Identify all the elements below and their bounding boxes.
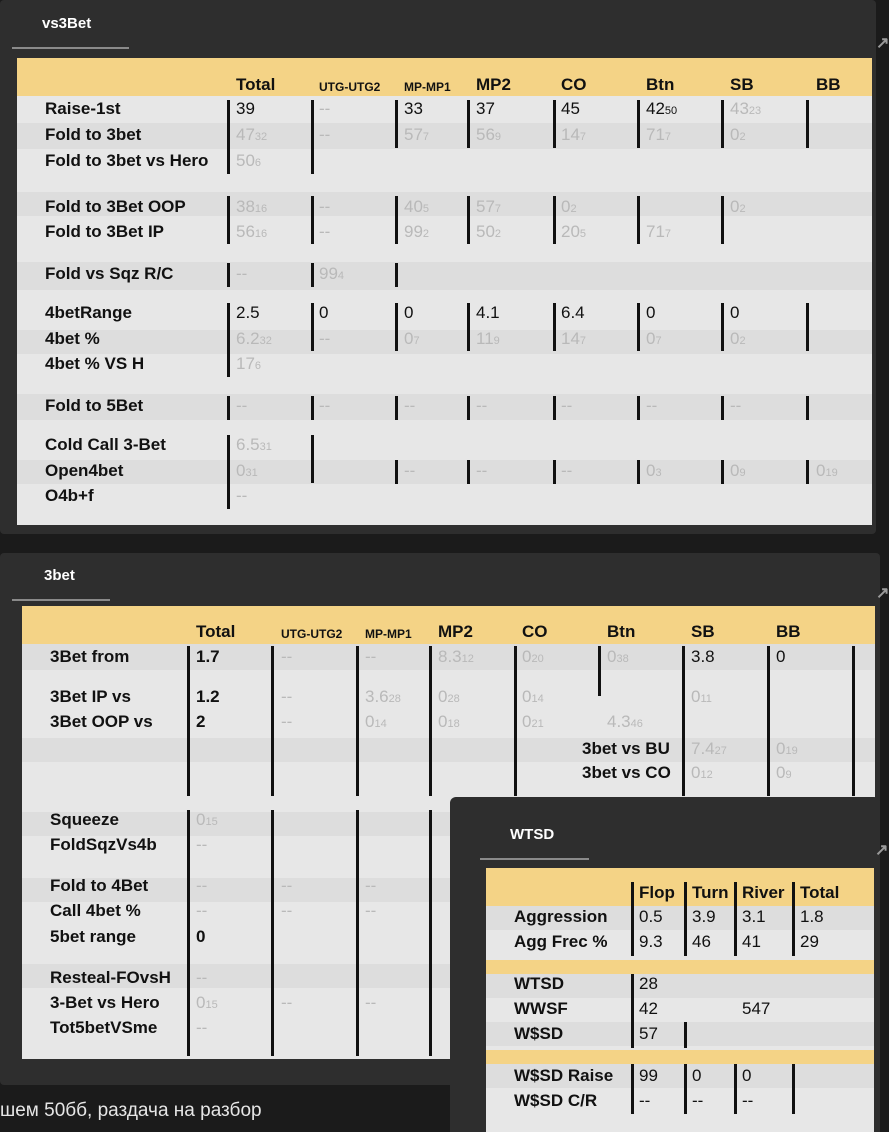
cell-value: 3.8 <box>691 647 715 666</box>
cell-value: 42 <box>639 999 658 1018</box>
col-divider <box>792 1064 795 1114</box>
cell-value: 4.1 <box>476 303 500 322</box>
panel-title: 3bet <box>44 567 75 584</box>
cell-value: 011 <box>691 687 712 706</box>
row-label: Aggression <box>514 907 608 926</box>
cell-value: -- <box>319 99 331 118</box>
row-label: 3Bet IP vs <box>50 687 131 706</box>
col-divider <box>395 396 398 420</box>
cell-value: 577 <box>476 197 502 216</box>
row-label: W$SD <box>514 1024 564 1043</box>
cell-value: 021 <box>522 712 544 731</box>
cell-value: 717 <box>646 125 672 144</box>
col-mp: MP-MP1 <box>404 80 451 94</box>
cell-value: 502 <box>476 222 502 241</box>
cell-value: 28 <box>639 974 658 993</box>
cell-value: 031 <box>236 461 258 480</box>
cell-value: 7.427 <box>691 739 727 758</box>
col-divider <box>721 100 724 148</box>
col-divider <box>806 460 809 484</box>
cell-value: -- <box>646 396 658 415</box>
wtsd-panel <box>450 797 880 1132</box>
cell-value: 994 <box>319 264 345 283</box>
cell-value: -- <box>196 968 208 987</box>
col-divider <box>806 100 809 148</box>
cell-value: -- <box>742 1091 754 1110</box>
row-label: 5bet range <box>50 927 136 946</box>
col-divider <box>684 1022 687 1048</box>
cell-value: 07 <box>404 329 420 348</box>
col-divider <box>792 882 795 956</box>
col-divider <box>684 1064 687 1114</box>
cell-value: 038 <box>607 647 629 666</box>
cell-value: -- <box>281 712 293 731</box>
col-divider <box>631 974 634 1048</box>
cell-value: -- <box>236 396 248 415</box>
cell-value: 717 <box>646 222 672 241</box>
cell-value: -- <box>236 264 248 283</box>
cell-value: 0 <box>196 927 206 946</box>
cell-value: 0 <box>776 647 786 666</box>
cell-value: 015 <box>196 993 218 1012</box>
col-utg: UTG-UTG2 <box>319 80 381 94</box>
row-label: Squeeze <box>50 810 119 829</box>
col-divider <box>637 196 640 244</box>
cell-value: 2 <box>196 712 206 731</box>
col-divider <box>227 396 230 420</box>
col-mp2: MP2 <box>438 622 473 641</box>
col-divider <box>806 396 809 420</box>
col-divider <box>734 1064 737 1114</box>
col-divider <box>467 396 470 420</box>
cell-value: 014 <box>522 687 544 706</box>
col-turn: Turn <box>692 883 729 902</box>
row-label: 3bet vs CO <box>582 763 671 782</box>
col-divider <box>227 435 230 509</box>
cell-value: 09 <box>776 763 792 782</box>
section-band <box>486 1050 874 1064</box>
cell-value: 569 <box>476 125 502 144</box>
cell-value: 176 <box>236 354 262 373</box>
col-divider <box>631 1064 634 1114</box>
cell-value: 0 <box>404 303 414 322</box>
col-divider <box>227 263 230 287</box>
col-bb: BB <box>776 622 801 641</box>
cell-value: 4.346 <box>607 712 643 731</box>
pin-icon[interactable]: ↗ <box>876 585 889 602</box>
col-sb: SB <box>691 622 715 641</box>
col-mp2: MP2 <box>476 75 511 94</box>
col-divider <box>721 460 724 484</box>
cell-value: 02 <box>730 197 746 216</box>
col-divider <box>637 396 640 420</box>
row-label: Fold to 4Bet <box>50 876 149 895</box>
cell-value: 028 <box>438 687 460 706</box>
cell-value: 9.3 <box>639 932 663 951</box>
col-divider <box>806 303 809 351</box>
col-divider <box>553 460 556 484</box>
title-underline <box>12 599 110 601</box>
row-label: 3Bet from <box>50 647 130 666</box>
row-label: Cold Call 3-Bet <box>45 435 166 454</box>
cell-value: 4732 <box>236 125 268 144</box>
cell-value: 147 <box>561 125 587 144</box>
col-total: Total <box>236 75 276 94</box>
cell-value: 6.232 <box>236 329 272 348</box>
cell-value: 205 <box>561 222 587 241</box>
cell-value: -- <box>319 125 331 144</box>
col-divider <box>311 196 314 244</box>
cell-value: 1.7 <box>196 647 220 666</box>
cell-value: 5616 <box>236 222 268 241</box>
col-divider <box>429 810 432 1056</box>
cell-value: 0 <box>730 303 740 322</box>
col-btn: Btn <box>646 75 675 94</box>
cell-value: -- <box>196 901 208 920</box>
col-divider <box>598 646 601 696</box>
col-divider <box>311 263 314 287</box>
wtsd-table <box>486 868 874 1132</box>
cell-value: 0 <box>692 1066 702 1085</box>
cell-value: -- <box>365 876 377 895</box>
pin-icon[interactable]: ↗ <box>875 842 889 859</box>
col-bb: BB <box>816 75 841 94</box>
col-divider <box>467 196 470 244</box>
panel-title: WTSD <box>510 826 555 843</box>
cell-value: -- <box>365 901 377 920</box>
cell-value: 3816 <box>236 197 268 216</box>
cell-value: 019 <box>776 739 798 758</box>
cell-value: 07 <box>646 329 662 348</box>
row-label: O4b+f <box>45 486 94 505</box>
row-label: Resteal-FOvsH <box>50 968 171 987</box>
cell-value: -- <box>281 901 293 920</box>
col-divider <box>395 303 398 351</box>
cell-value: 1.8 <box>800 907 824 926</box>
col-divider <box>852 646 855 796</box>
col-co: CO <box>561 75 587 94</box>
col-divider <box>187 810 190 1056</box>
col-divider <box>227 196 230 244</box>
row-label: WWSF <box>514 999 568 1018</box>
cell-value: 0 <box>646 303 656 322</box>
cell-value: 577 <box>404 125 430 144</box>
cell-value: 2.5 <box>236 303 260 322</box>
col-divider <box>227 100 230 174</box>
title-underline <box>12 47 129 49</box>
cell-value: -- <box>196 876 208 895</box>
col-mp: MP-MP1 <box>365 627 412 641</box>
row-label: 4betRange <box>45 303 132 322</box>
cell-value: 3.628 <box>365 687 401 706</box>
col-divider <box>467 460 470 484</box>
cell-value: 02 <box>730 125 746 144</box>
cell-value: 02 <box>730 329 746 348</box>
col-divider <box>311 303 314 351</box>
cell-value: 46 <box>692 932 711 951</box>
col-divider <box>271 646 274 796</box>
cell-value: -- <box>561 396 573 415</box>
row-label: Fold to 3bet vs Hero <box>45 151 209 170</box>
row-label: Raise-1st <box>45 99 121 118</box>
cell-value: 4323 <box>730 99 762 118</box>
row-label: W$SD Raise <box>514 1066 614 1085</box>
cell-value: 0.5 <box>639 907 663 926</box>
col-divider <box>684 882 687 956</box>
col-divider <box>553 196 556 244</box>
hands-count: 547 <box>742 999 771 1018</box>
row-label: WTSD <box>514 974 565 993</box>
cell-value: 3.9 <box>692 907 716 926</box>
cell-value: 012 <box>691 763 713 782</box>
title-underline <box>480 858 589 860</box>
col-divider <box>631 882 634 956</box>
cell-value: -- <box>281 687 293 706</box>
col-divider <box>734 882 737 956</box>
cell-value: 39 <box>236 99 255 118</box>
cell-value: 09 <box>730 461 746 480</box>
col-divider <box>429 646 432 796</box>
cell-value: -- <box>281 876 293 895</box>
cell-value: -- <box>639 1091 651 1110</box>
cell-value: 57 <box>639 1024 658 1043</box>
row-label: 4bet % <box>45 329 100 348</box>
col-divider <box>395 460 398 484</box>
row-label: Fold to 3Bet OOP <box>45 197 186 216</box>
col-utg: UTG-UTG2 <box>281 627 343 641</box>
col-divider <box>227 303 230 377</box>
col-divider <box>187 646 190 796</box>
col-divider <box>395 196 398 244</box>
cell-value: 014 <box>365 712 387 731</box>
cell-value: 99 <box>639 1066 658 1085</box>
cell-value: 018 <box>438 712 460 731</box>
cell-value: 506 <box>236 151 262 170</box>
col-divider <box>553 100 556 148</box>
col-divider <box>356 646 359 796</box>
row-label: Tot5betVSme <box>50 1018 158 1037</box>
cell-value: 37 <box>476 99 495 118</box>
cell-value: 03 <box>646 461 662 480</box>
row-label: Call 4bet % <box>50 901 141 920</box>
col-sb: SB <box>730 75 754 94</box>
cell-value: -- <box>561 461 573 480</box>
cell-value: 147 <box>561 329 587 348</box>
cell-value: -- <box>281 647 293 666</box>
col-divider <box>553 396 556 420</box>
panel-title: vs3Bet <box>42 15 92 32</box>
col-divider <box>514 646 517 796</box>
col-divider <box>395 263 398 287</box>
col-divider <box>271 810 274 1056</box>
row-label: FoldSqzVs4b <box>50 835 157 854</box>
cell-value: 992 <box>404 222 430 241</box>
pin-icon[interactable]: ↗ <box>876 35 889 52</box>
vs3bet-panel <box>0 0 876 534</box>
col-co: CO <box>522 622 548 641</box>
col-divider <box>767 646 770 796</box>
cell-value: 119 <box>476 329 500 348</box>
col-divider <box>682 646 685 796</box>
col-divider <box>395 100 398 148</box>
row-label: Fold vs Sqz R/C <box>45 264 174 283</box>
col-river: River <box>742 883 785 902</box>
cell-value: -- <box>365 993 377 1012</box>
section-band <box>486 960 874 974</box>
col-divider <box>467 100 470 148</box>
col-divider <box>311 100 314 174</box>
cell-value: -- <box>365 647 377 666</box>
row-label: Open4bet <box>45 461 124 480</box>
cell-value: -- <box>319 222 331 241</box>
col-divider <box>311 396 314 420</box>
col-divider <box>721 396 724 420</box>
row-label: W$SD C/R <box>514 1091 598 1110</box>
col-divider <box>553 303 556 351</box>
cell-value: 33 <box>404 99 423 118</box>
cell-value: 4250 <box>646 99 678 118</box>
cell-value: -- <box>476 396 488 415</box>
cell-value: 015 <box>196 810 218 829</box>
col-btn: Btn <box>607 622 636 641</box>
cell-value: -- <box>476 461 488 480</box>
cell-value: 8.312 <box>438 647 474 666</box>
col-divider <box>721 196 724 244</box>
row-label: 3-Bet vs Hero <box>50 993 160 1012</box>
col-total: Total <box>800 883 840 902</box>
cell-value: -- <box>319 396 331 415</box>
col-divider <box>356 810 359 1056</box>
cell-value: 019 <box>816 461 838 480</box>
cell-value: 45 <box>561 99 580 118</box>
cell-value: -- <box>196 1018 208 1037</box>
col-divider <box>721 303 724 351</box>
col-flop: Flop <box>639 883 675 902</box>
cell-value: -- <box>319 197 331 216</box>
cell-value: 6.4 <box>561 303 585 322</box>
cell-value: -- <box>236 486 248 505</box>
cell-value: -- <box>730 396 742 415</box>
cell-value: 405 <box>404 197 430 216</box>
cell-value: -- <box>319 329 331 348</box>
cell-value: 0 <box>319 303 329 322</box>
row-label: Fold to 5Bet <box>45 396 144 415</box>
cell-value: 41 <box>742 932 761 951</box>
cell-value: 6.531 <box>236 435 272 454</box>
row-label: 3Bet OOP vs <box>50 712 153 731</box>
cell-value: 02 <box>561 197 577 216</box>
cell-value: -- <box>404 396 416 415</box>
col-total: Total <box>196 622 236 641</box>
cell-value: -- <box>281 993 293 1012</box>
row-label: Fold to 3bet <box>45 125 142 144</box>
row-label: Agg Frec % <box>514 932 608 951</box>
col-divider <box>467 303 470 351</box>
cell-value: -- <box>692 1091 704 1110</box>
chat-message: шем 50бб, раздача на разбор <box>0 1100 262 1121</box>
row-label: 4bet % VS H <box>45 354 145 373</box>
cell-value: 1.2 <box>196 687 220 706</box>
col-divider <box>637 303 640 351</box>
col-divider <box>311 435 314 483</box>
row-label: Fold to 3Bet IP <box>45 222 164 241</box>
col-divider <box>637 100 640 148</box>
cell-value: -- <box>404 461 416 480</box>
cell-value: -- <box>196 835 208 854</box>
row-label: 3bet vs BU <box>582 739 670 758</box>
cell-value: 0 <box>742 1066 752 1085</box>
cell-value: 3.1 <box>742 907 766 926</box>
vs3bet-table <box>17 58 872 525</box>
cell-value: 29 <box>800 932 819 951</box>
col-divider <box>637 460 640 484</box>
cell-value: 020 <box>522 647 544 666</box>
